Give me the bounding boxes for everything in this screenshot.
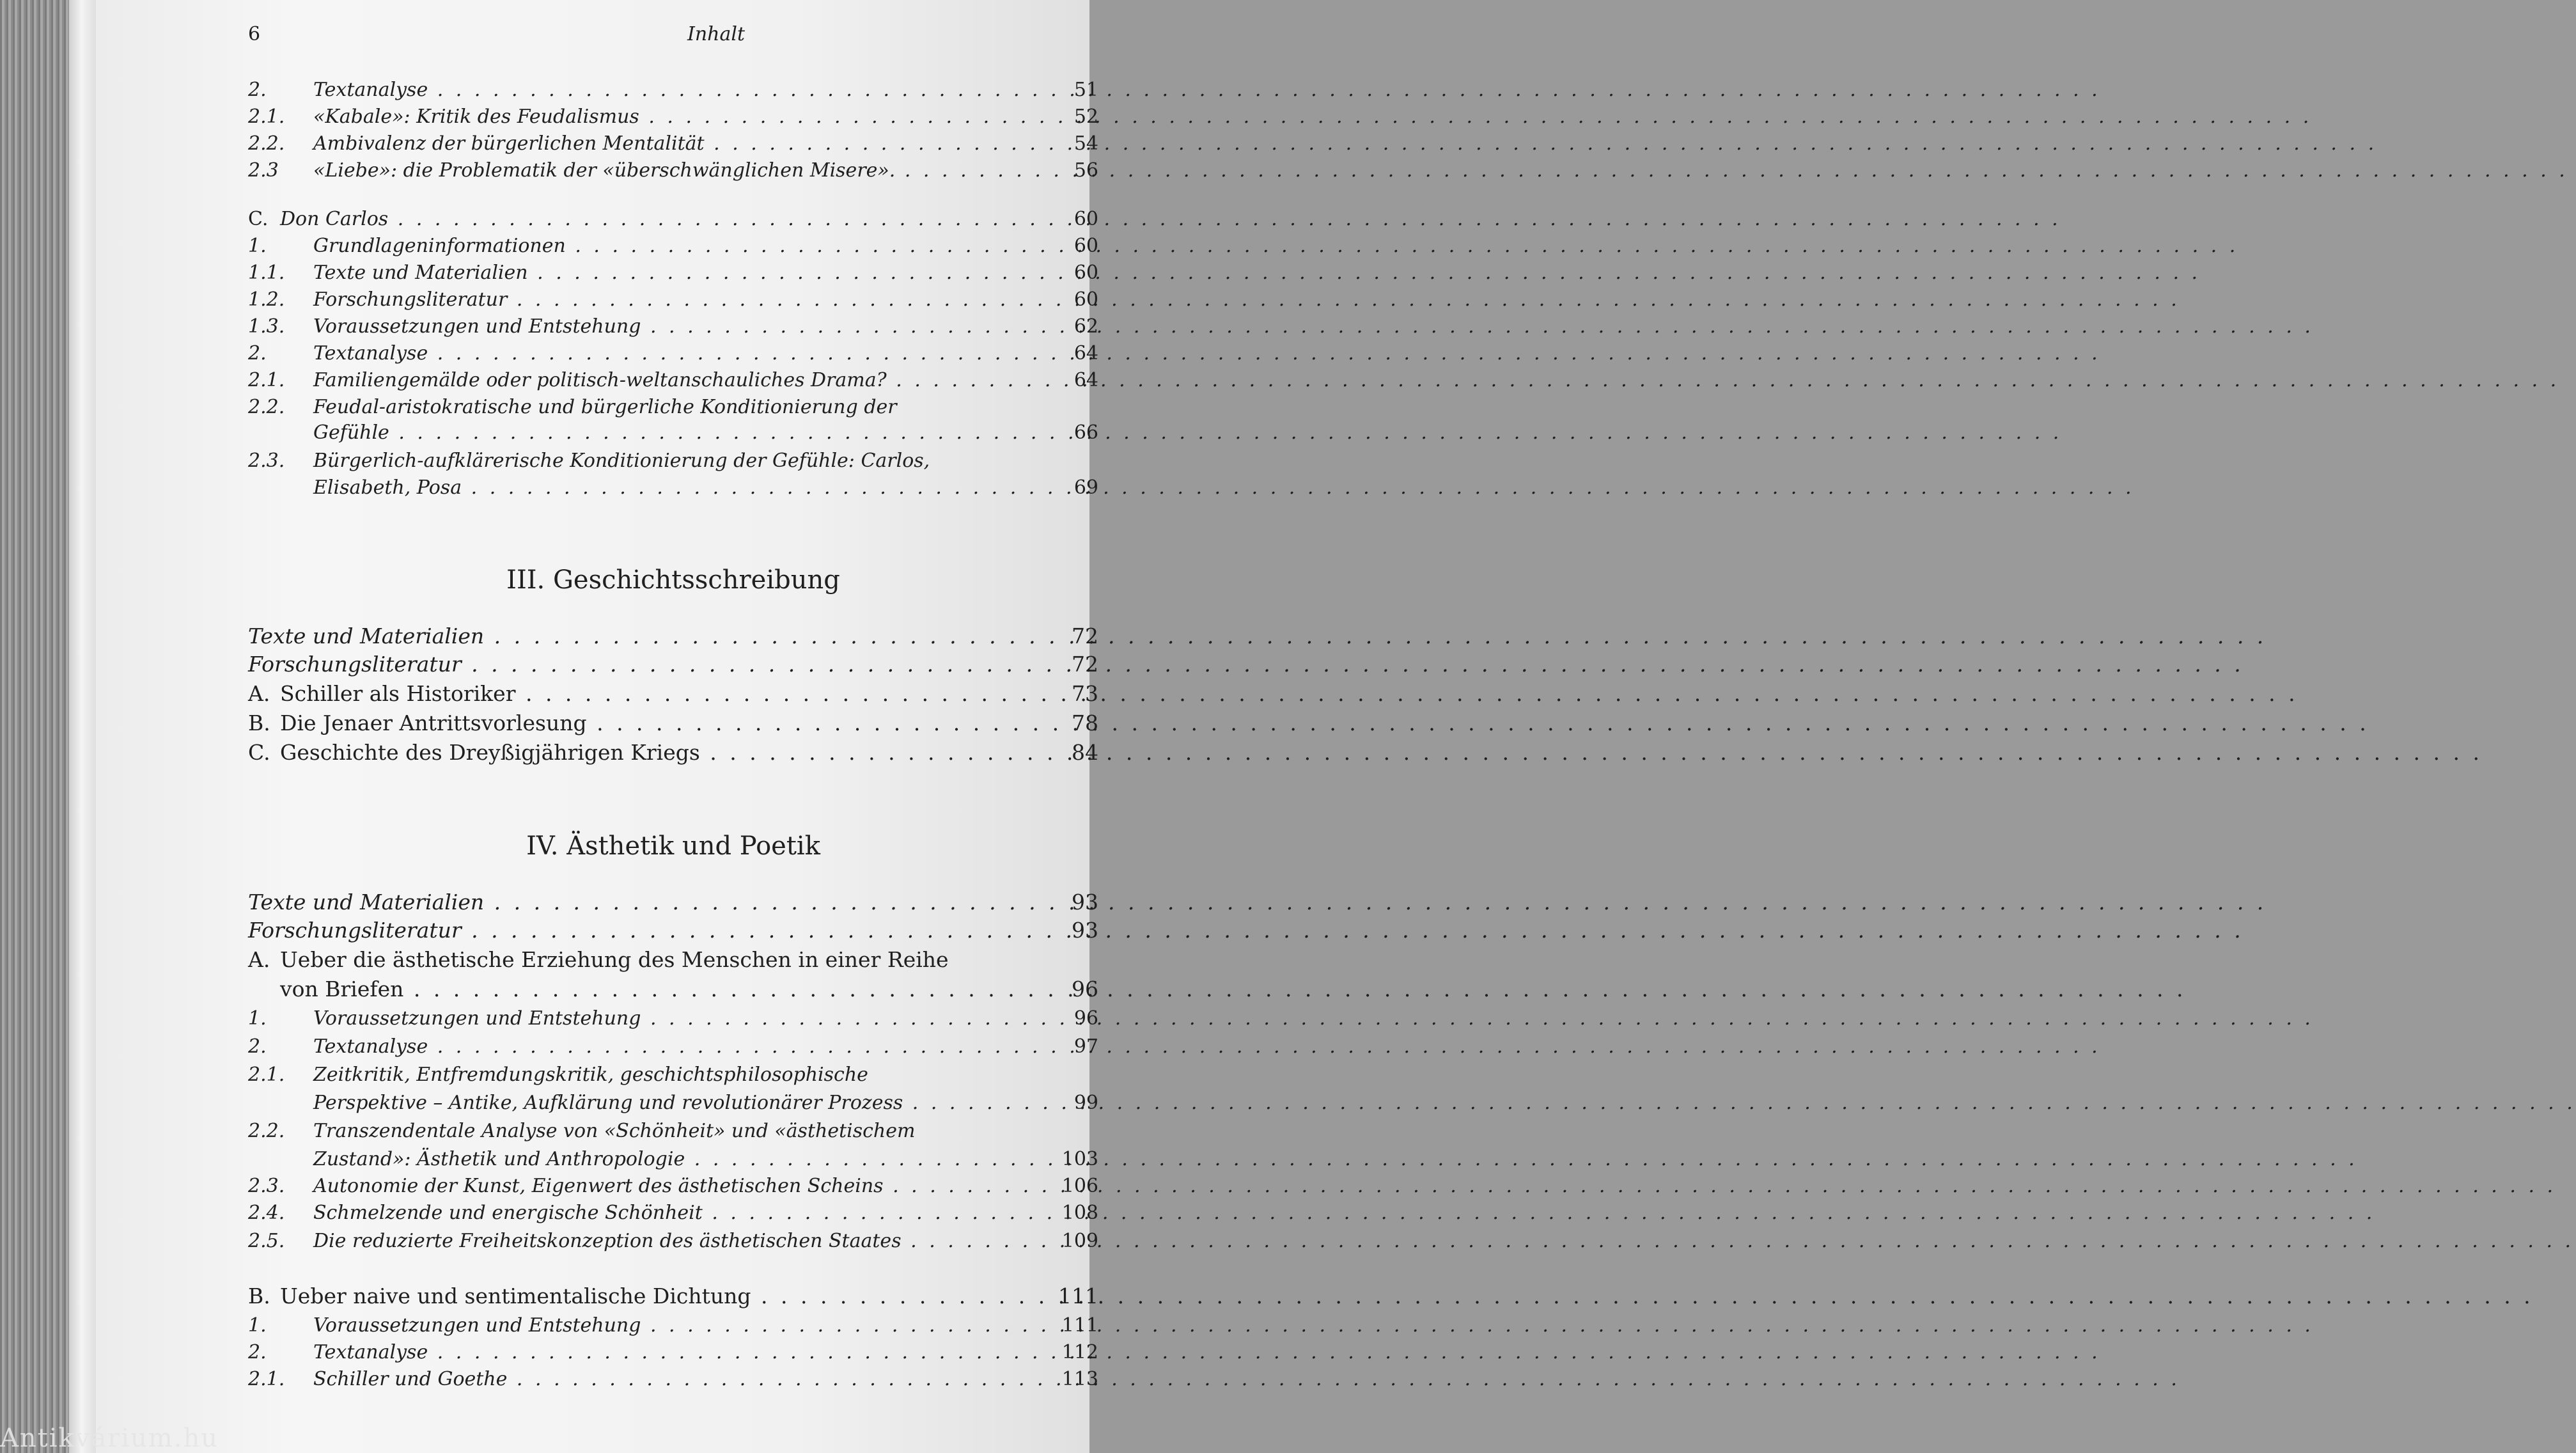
toc-number: 2.3.: [248, 1175, 285, 1197]
toc-title: Texte und Materialien . . .: [313, 260, 1041, 287]
toc-number: A.: [248, 947, 270, 972]
toc-title-continued: Perspektive – Antike, Aufklärung und revolutionärer Prozess . . .: [313, 1090, 1041, 1117]
toc-number: 2.1.: [248, 1064, 285, 1086]
toc-number: 1.3.: [248, 315, 285, 338]
toc-title: Die reduzierte Freiheitskonzeption des ästhetischen Staates . . .: [313, 1228, 1041, 1255]
book-page: [96, 0, 1098, 1453]
toc-page: 109: [1061, 1230, 1098, 1252]
toc-number: 2.1.: [248, 369, 285, 391]
toc-page: 60: [1073, 288, 1098, 311]
toc-title: «Kabale»: Kritik des Feudalismus . . .: [313, 104, 1041, 130]
toc-page: 111: [1061, 1314, 1098, 1337]
toc-page: 106: [1061, 1175, 1098, 1197]
toc-number: 2.: [248, 79, 267, 101]
toc-number: 2.3.: [248, 450, 285, 472]
toc-page: 93: [1072, 890, 1098, 915]
toc-number: A.: [248, 681, 270, 706]
toc-title: Texte und Materialien . . .: [248, 623, 1041, 650]
toc-number: C.: [248, 208, 269, 230]
toc-page: 54: [1073, 132, 1098, 155]
toc-title: Schiller und Goethe . . .: [313, 1366, 1041, 1393]
toc-page: 51: [1073, 79, 1098, 101]
toc-title: Textanalyse . . .: [313, 340, 1041, 367]
toc-title: Familiengemälde oder politisch-weltanschauliches Drama? . . .: [313, 367, 1041, 394]
toc-title: Schiller als Historiker . . .: [280, 680, 1041, 707]
toc-title: «Liebe»: die Problematik der «überschwänglichen Misere». . . .: [313, 157, 1041, 184]
toc-title: Texte und Materialien . . .: [248, 889, 1041, 916]
toc-number: 2.5.: [248, 1230, 285, 1252]
toc-number: 2.2.: [248, 396, 285, 418]
toc-title: Schmelzende und energische Schönheit . . .: [313, 1200, 1041, 1227]
toc-page: 60: [1073, 208, 1098, 230]
toc-number: 1.: [248, 1314, 267, 1337]
toc-page: 69: [1073, 476, 1098, 499]
toc-page: 60: [1073, 235, 1098, 257]
toc-page: 96: [1073, 1007, 1098, 1030]
toc-title: Forschungsliteratur . . .: [313, 287, 1041, 313]
toc-number: 2.3: [248, 159, 279, 182]
toc-title: Ueber naive und sentimentalische Dichtung . . .: [280, 1283, 1041, 1310]
toc-title: Textanalyse . . .: [313, 77, 1041, 104]
toc-title: Voraussetzungen und Entstehung . . .: [313, 1312, 1041, 1339]
toc-page: 99: [1073, 1092, 1098, 1114]
toc-page: 64: [1073, 342, 1098, 365]
toc-page: 56: [1073, 159, 1098, 182]
toc-title: Forschungsliteratur . . .: [248, 917, 1041, 944]
toc-title: Textanalyse . . .: [313, 1033, 1041, 1060]
toc-page: 111: [1058, 1284, 1098, 1308]
toc-title-continued: von Briefen . . .: [280, 976, 1041, 1003]
toc-page: 73: [1072, 681, 1098, 706]
toc-title: Ambivalenz der bürgerlichen Mentalität . . .: [313, 130, 1041, 157]
toc-title: Transzendentale Analyse von «Schönheit» und «ästhetischem: [313, 1120, 916, 1142]
toc-page: 97: [1073, 1035, 1098, 1058]
toc-title: Voraussetzungen und Entstehung . . .: [313, 313, 1041, 340]
toc-number: 2.1.: [248, 1368, 285, 1390]
toc-page: 78: [1072, 711, 1098, 735]
page-number: 6: [248, 23, 261, 45]
toc-title: Voraussetzungen und Entstehung . . .: [313, 1005, 1041, 1032]
toc-number: 2.2.: [248, 132, 285, 155]
toc-number: C.: [248, 740, 270, 765]
running-head: Inhalt: [687, 23, 745, 45]
toc-page: 72: [1072, 652, 1098, 677]
toc-title-continued: Zustand»: Ästhetik und Anthropologie . . .: [313, 1146, 1041, 1173]
toc-title: Bürgerlich-aufklärerische Konditionierung der Gefühle: Carlos,: [313, 450, 930, 472]
toc-title: Zeitkritik, Entfremdungskritik, geschichtsphilosophische: [313, 1064, 868, 1086]
toc-page: 52: [1073, 106, 1098, 128]
toc-page: 96: [1072, 977, 1098, 1001]
toc-title-continued: Gefühle . . .: [313, 420, 1041, 446]
section-heading: IV. Ästhetik und Poetik: [526, 831, 820, 861]
toc-page: 112: [1061, 1341, 1098, 1363]
toc-number: 1.1.: [248, 262, 285, 284]
toc-title: Textanalyse . . .: [313, 1339, 1041, 1366]
toc-page: 93: [1072, 918, 1098, 943]
toc-title: Don Carlos . . .: [280, 206, 1041, 233]
watermark: Antikvárium.hu: [0, 1424, 219, 1453]
toc-number: 2.: [248, 342, 267, 365]
page-edge: [69, 0, 100, 1453]
toc-title: Ueber die ästhetische Erziehung des Menschen in einer Reihe: [280, 947, 949, 972]
toc-number: 2.1.: [248, 106, 285, 128]
toc-number: 1.: [248, 235, 267, 257]
toc-number: 1.2.: [248, 288, 285, 311]
toc-title: Grundlageninformationen . . .: [313, 233, 1041, 260]
toc-page: 108: [1061, 1202, 1098, 1224]
toc-page: 60: [1073, 262, 1098, 284]
toc-title-continued: Elisabeth, Posa . . .: [313, 475, 1041, 501]
toc-title: Autonomie der Kunst, Eigenwert des ästhetischen Scheins . . .: [313, 1173, 1041, 1200]
toc-page: 113: [1061, 1368, 1098, 1390]
toc-title: Feudal-aristokratische und bürgerliche Konditionierung der: [313, 396, 897, 418]
toc-number: B.: [248, 711, 270, 735]
toc-number: 2.: [248, 1341, 267, 1363]
toc-number: 2.2.: [248, 1120, 285, 1142]
toc-number: 2.4.: [248, 1202, 285, 1224]
page-header: [96, 23, 1089, 55]
toc-page: 62: [1073, 315, 1098, 338]
toc-number: 2.: [248, 1035, 267, 1058]
toc-title: Forschungsliteratur . . .: [248, 651, 1041, 678]
toc-page: 72: [1072, 624, 1098, 648]
toc-number: 1.: [248, 1007, 267, 1030]
toc-title: Geschichte des Dreyßigjährigen Kriegs . . .: [280, 739, 1041, 766]
section-heading: III. Geschichtsschreibung: [506, 565, 840, 595]
toc-title: Die Jenaer Antrittsvorlesung . . .: [280, 710, 1041, 737]
toc-page: 64: [1073, 369, 1098, 391]
toc-page: 66: [1073, 421, 1098, 444]
toc-page: 103: [1061, 1148, 1098, 1170]
toc-page: 84: [1072, 740, 1098, 765]
toc-number: B.: [248, 1284, 270, 1308]
